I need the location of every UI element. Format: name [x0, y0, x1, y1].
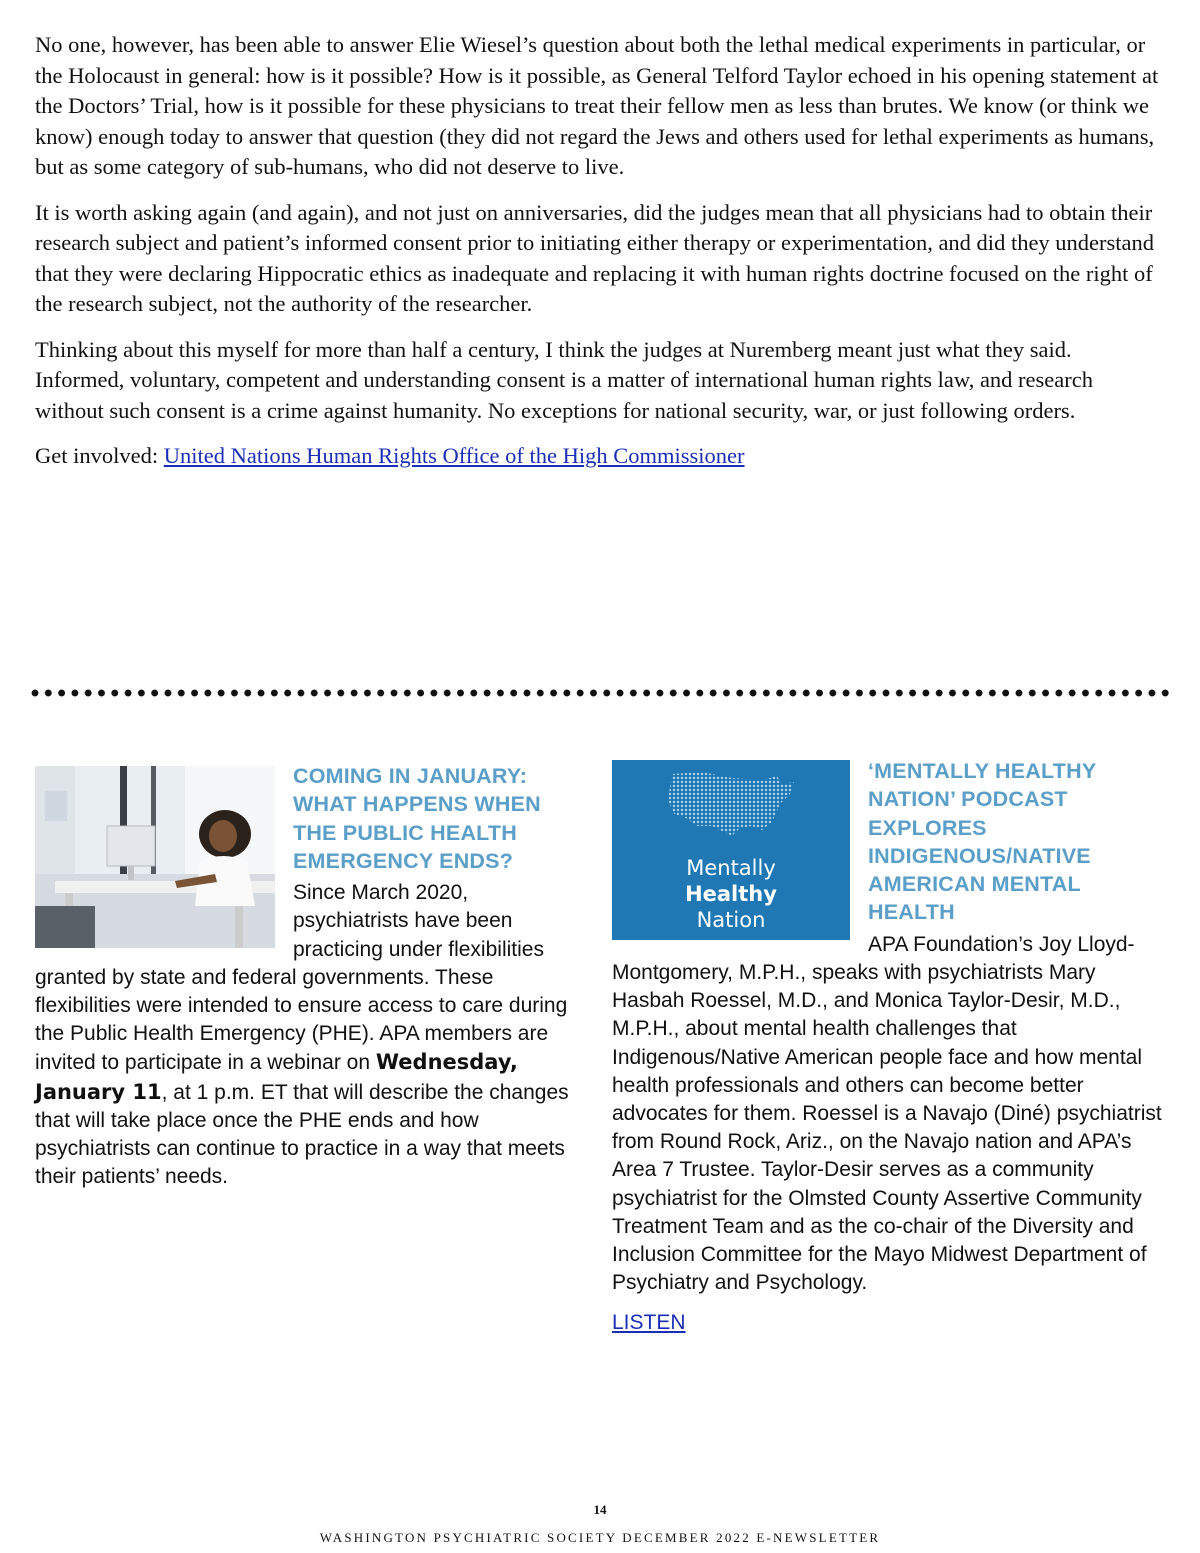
- page-footer: [0, 1500, 1200, 1548]
- listen-link[interactable]: LISTEN: [612, 1311, 686, 1335]
- mentally-healthy-nation-logo: [612, 760, 850, 940]
- get-involved-line: [35, 441, 1165, 472]
- right-story: [612, 757, 1168, 1338]
- right-story-headline: ‘MENTALLY HEALTHY NATION’ PODCAST EXPLORES INDIGENOUS/NATIVE AMERICAN MENTAL HEALTH: [868, 759, 1096, 925]
- get-involved-label: Get involved:: [35, 443, 164, 468]
- article-body: [35, 30, 1165, 487]
- left-story-headline: COMING IN JANUARY: WHAT HAPPENS WHEN THE PUBLIC HEALTH EMERGENCY ENDS?: [293, 764, 541, 873]
- logo-line-3: Nation: [696, 908, 766, 932]
- un-human-rights-link[interactable]: United Nations Human Rights Office of the High Commissioner: [163, 443, 745, 468]
- newsletter-title: WASHINGTON PSYCHIATRIC SOCIETY DECEMBER 2022 E-NEWSLETTER: [319, 1530, 881, 1545]
- logo-line-2: Healthy: [685, 882, 777, 906]
- left-story-body-part-1: Since March 2020, psychiatrists have been practicing under flexibilities granted by state and federal governments. These flexibilities were intended to ensure access to care during the Public Health Emergency (PHE). APA members are invited to participate in a webinar on: [35, 881, 568, 1075]
- dotted-divider: [30, 688, 1170, 698]
- left-story-body-part-2: , at 1 p.m. ET that will describe the changes that will take place once the PHE ends and how psychiatrists can continue to practice in a way that meets their patients’ needs.: [35, 1080, 569, 1189]
- doctor-at-desk-photo: [35, 766, 275, 948]
- article-paragraph-3: Thinking about this myself for more than half a century, I think the judges at Nuremberg meant just what they said. Informed, voluntary, competent and understanding consent is a matter of international human rights law, and research without such consent is a crime against humanity. No exceptions for national security, war, or just following orders.: [35, 336, 1093, 423]
- left-story: [35, 762, 587, 1191]
- page-number: 14: [593, 1502, 607, 1517]
- logo-line-1: Mentally: [686, 856, 776, 880]
- right-story-body: APA Foundation’s Joy Lloyd-Montgomery, M.P.H., speaks with psychiatrists Mary Hasbah Roessel, M.D., and Monica Taylor-Desir, M.D., M.P.H., about mental health challenges that Indigenous/Native American people face and how mental health professionals and others can become better advocates for them. Roessel is a Navajo (Diné) psychiatrist from Round Rock, Ariz., on the Navajo nation and APA’s Area 7 Trustee. Taylor-Desir serves as a community psychiatrist for the Olmsted County Assertive Community Treatment Team and as the co-chair of the Diversity and Inclusion Committee for the Mayo Midwest Department of Psychiatry and Psychology.: [612, 932, 1162, 1295]
- article-paragraph-1: No one, however, has been able to answer Elie Wiesel’s question about both the lethal medical experiments in particular, or the Holocaust in general: how is it possible? How is it possible, as General Telford Taylor echoed in his opening statement at the Doctors’ Trial, how is it possible for these physicians to treat their fellow men as less than brutes. We know (or think we know) enough today to answer that question (they did not regard the Jews and others used for lethal experiments as humans, but as some category of sub-humans, who did not deserve to live.: [35, 32, 1159, 179]
- article-paragraph-2: It is worth asking again (and again), and not just on anniversaries, did the judges mean that all physicians had to obtain their research subject and patient’s informed consent prior to initiating either therapy or experimentation, and did they understand that they were declaring Hippocratic ethics as inadequate and replacing it with human rights doctrine focused on the right of the research subject, not the authority of the researcher.: [35, 199, 1155, 316]
- webinar-date: Wednesday, January 11: [35, 1050, 518, 1104]
